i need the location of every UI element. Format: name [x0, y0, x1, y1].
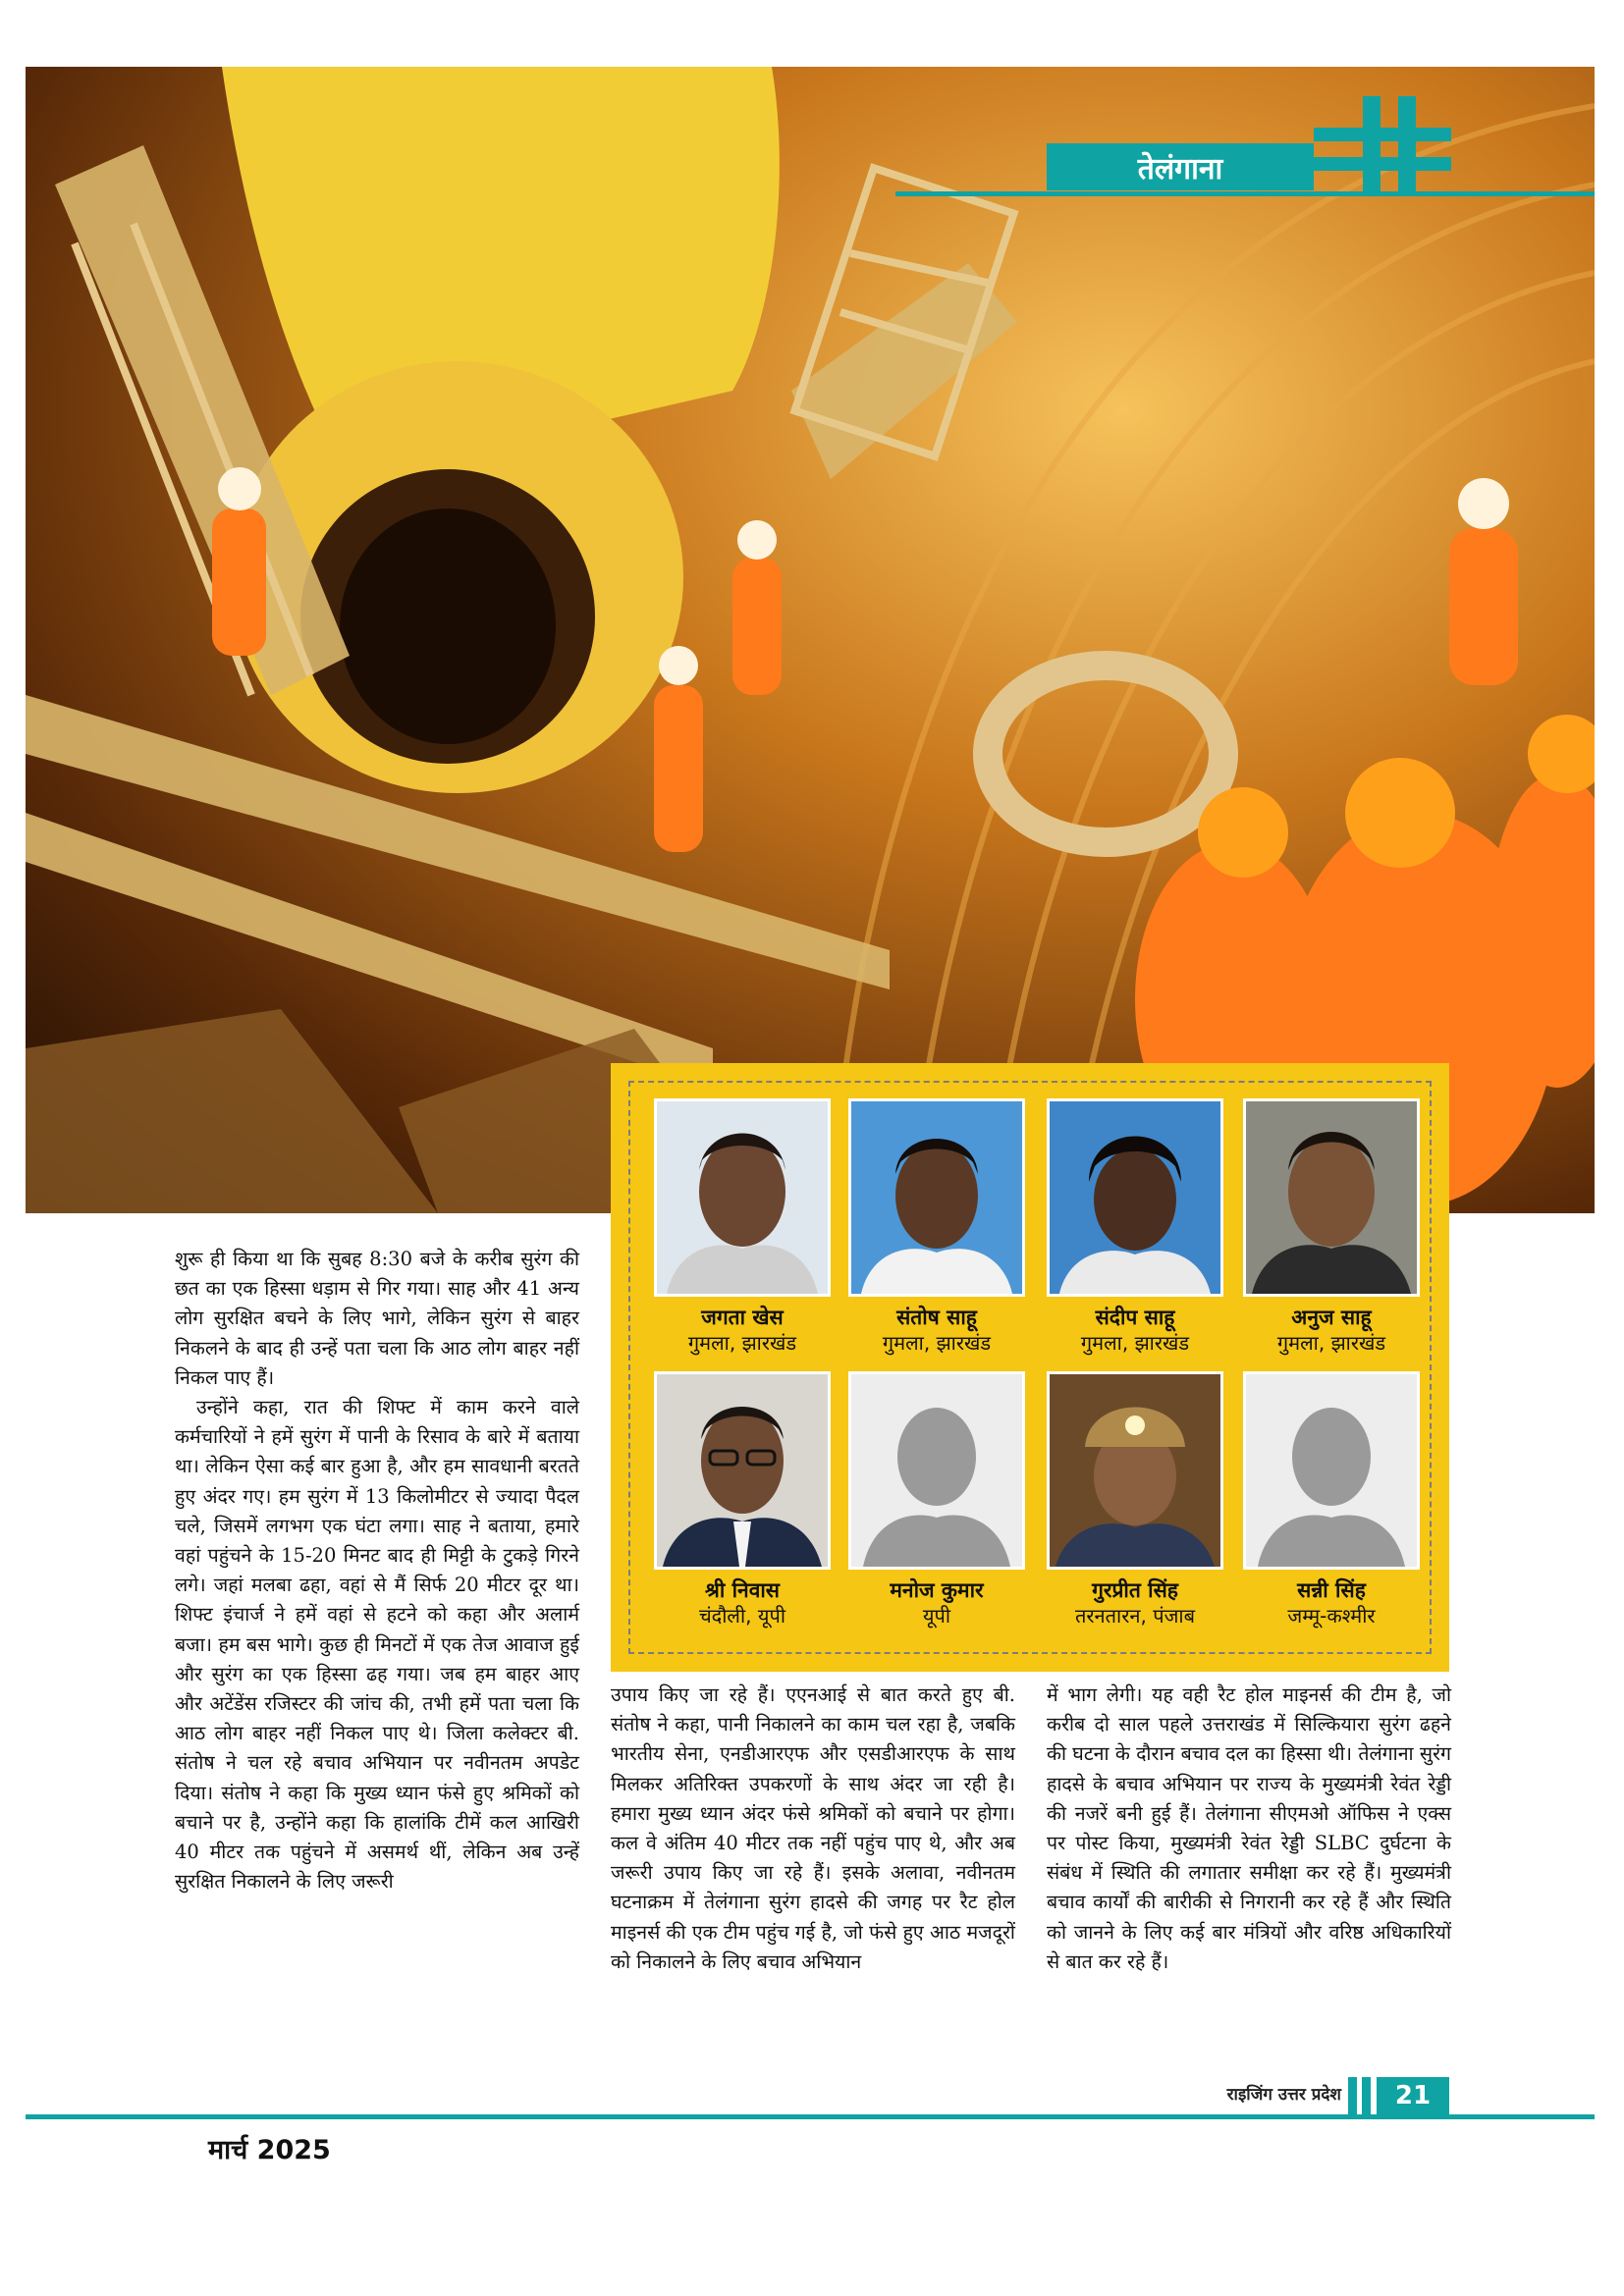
article-paragraph: उपाय किए जा रहे हैं। एएनआई से बात करते हुए बी. संतोष ने कहा, पानी निकालने का काम चल रहा है, जबकि भारतीय सेना, एनडीआरएफ और एसडीआरएफ के साथ मिलकर अतिरिक्त उपकरणों के साथ अंदर जा रही है। हमारा मुख्य ध्यान अंदर फंसे श्रमिकों को बचाने पर होगा। कल वे अंतिम 40 मीटर तक नहीं पहुंच पाए थे, और अब जरूरी उपाय किए जा रहे हैं। इसके अलावा, नवीनतम घटनाक्रम में तेलंगाना सुरंग हादसे की जगह पर रैट होल माइनर्स की एक टीम पहुंच गई है, जो फंसे हुए आठ मजदूरों को निकालने के लिए बचाव अभियान [611, 1683, 1015, 1973]
hash-icon [1314, 96, 1451, 196]
person-place: तरनतारन, पंजाब [1074, 1604, 1196, 1628]
person-card [1047, 1371, 1223, 1629]
person-card [654, 1371, 831, 1629]
person-card [848, 1371, 1025, 1629]
footer-accent-bar [1362, 2077, 1371, 2114]
person-name: संतोष साहू [896, 1306, 977, 1329]
person-place: गुमला, झारखंड [687, 1331, 797, 1355]
article-column-1 [175, 1245, 579, 1896]
article-paragraph: शुरू ही किया था कि सुबह 8:30 बजे के करीब सुरंग की छत का एक हिस्सा धड़ाम से गिर गया। साह और 41 अन्य लोग सुरक्षित बचने के लिए भागे, लेकिन सुरंग से बाहर निकलने के बाद ही उन्हें पता चला कि आठ लोग बाहर नहीं निकल पाए हैं। [175, 1248, 579, 1389]
person-placeholder-photo [848, 1371, 1025, 1570]
footer-accent-bar [1348, 2077, 1357, 2114]
section-label: तेलंगाना [1047, 143, 1314, 190]
hero-photo-tunnel-rescue [26, 67, 1595, 1213]
person-name: अनुज साहू [1291, 1306, 1372, 1329]
person-place: गुमला, झारखंड [882, 1331, 992, 1355]
person-photo [1047, 1098, 1223, 1297]
article-column-2 [611, 1681, 1015, 1977]
person-name: संदीप साहू [1095, 1306, 1175, 1329]
person-photo [654, 1098, 831, 1297]
person-card [1243, 1098, 1420, 1356]
page-number: 21 [1377, 2077, 1449, 2114]
person-name: मनोज कुमार [890, 1578, 984, 1602]
trapped-workers-box [611, 1063, 1449, 1672]
person-name: सन्नी सिंह [1297, 1578, 1366, 1602]
person-photo [654, 1371, 831, 1570]
person-card [1243, 1371, 1420, 1629]
person-name: श्री निवास [704, 1578, 781, 1602]
person-place: चंदौली, यूपी [698, 1604, 786, 1628]
person-place: यूपी [922, 1604, 951, 1628]
person-place: गुमला, झारखंड [1276, 1331, 1386, 1355]
issue-date: मार्च 2025 [208, 2135, 331, 2165]
person-photo [1243, 1098, 1420, 1297]
person-name: गुरप्रीत सिंह [1092, 1578, 1178, 1602]
footer-rule [26, 2114, 1595, 2119]
section-tag-rule [895, 191, 1595, 196]
article-paragraph: उन्होंने कहा, रात की शिफ्ट में काम करने वाले कर्मचारियों ने हमें सुरंग में पानी के रिसाव के बारे में बताया था। लेकिन ऐसा कई बार हुआ है, और हम सावधानी बरतते हुए अंदर गए। हम सुरंग में 13 किलोमीटर से ज्यादा पैदल चले, जिसमें लगभग एक घंटा लगा। साह ने बताया, हमारे वहां पहुंचने के 15-20 मिनट बाद ही मिट्टी के टुकड़े गिरने लगे। जहां मलबा ढहा, वहां से मैं सिर्फ 20 मीटर दूर था। शिफ्ट इंचार्ज ने हमें वहां से हटने को कहा और अलार्म बजा। हम बस भागे। कुछ ही मिनटों में एक तेज आवाज हुई और सुरंग का एक हिस्सा ढह गया। जब हम बाहर आए और अटेंडेंस रजिस्टर की जांच की, तभी हमें पता चला कि आठ लोग बाहर नहीं निकल पाए थे। जिला कलेक्टर बी. संतोष ने चल रहे बचाव अभियान पर नवीनतम अपडेट दिया। संतोष ने कहा कि मुख्य ध्यान फंसे हुए श्रमिकों को बचाने पर है, उन्होंने कहा कि हालांकि टीमें कल आखिरी 40 मीटर तक पहुंचने में असमर्थ थीं, लेकिन अब उन्हें सुरक्षित निकालने के लिए जरूरी [175, 1396, 579, 1894]
article-column-3 [1047, 1681, 1451, 1977]
tunnel-rescue-illustration [26, 67, 1595, 1213]
person-card [1047, 1098, 1223, 1356]
person-card [848, 1098, 1025, 1356]
person-place: जम्मू-कश्मीर [1287, 1604, 1376, 1628]
person-photo [1047, 1371, 1223, 1570]
person-card [654, 1098, 831, 1356]
magazine-name: राइजिंग उत्तर प्रदेश [1226, 2085, 1341, 2105]
person-placeholder-photo [1243, 1371, 1420, 1570]
person-photo [848, 1098, 1025, 1297]
person-name: जगता खेस [701, 1306, 784, 1329]
article-paragraph: में भाग लेगी। यह वही रैट होल माइनर्स की टीम है, जो करीब दो साल पहले उत्तराखंड में सिल्कियारा सुरंग ढहने की घटना के दौरान बचाव दल का हिस्सा थी। तेलंगाना सुरंग हादसे के बचाव अभियान पर राज्य के मुख्यमंत्री रेवंत रेड्डी की नजरें बनी हुई हैं। तेलंगाना सीएमओ ऑफिस ने एक्स पर पोस्ट किया, मुख्यमंत्री रेवंत रेड्डी SLBC दुर्घटना के संबंध में स्थिति की लगातार समीक्षा कर रहे हैं। मुख्यमंत्री बचाव कार्यों की बारीकी से निगरानी कर रहे हैं और स्थिति को जानने के लिए कई बार मंत्रियों और वरिष्ठ अधिकारियों से बात कर रहे हैं। [1047, 1683, 1451, 1973]
person-place: गुमला, झारखंड [1080, 1331, 1190, 1355]
